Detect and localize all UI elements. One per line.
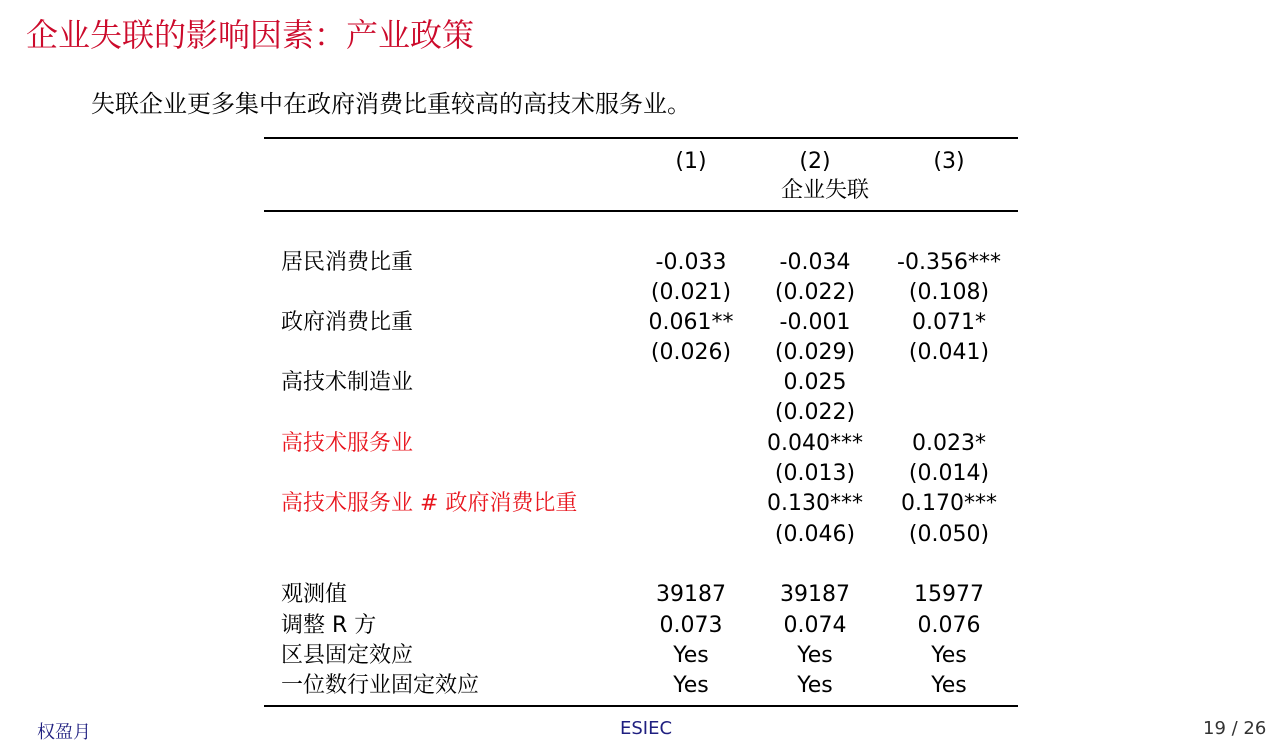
footer-author: 权盈月	[37, 722, 91, 743]
se-cell: (0.050)	[908, 522, 990, 547]
table-row-label: 高技术制造业	[281, 370, 414, 395]
se-cell: (0.021)	[650, 280, 732, 305]
stat-row-label: 一位数行业固定效应	[281, 673, 480, 698]
se-cell: (0.026)	[650, 340, 732, 365]
coef-cell: -0.356***	[897, 250, 1001, 275]
stat-cell: Yes	[931, 673, 967, 698]
column-header-1: (1)	[675, 149, 707, 174]
stat-cell: Yes	[797, 643, 833, 668]
table-row-label-highlighted: 高技术服务业	[281, 431, 414, 456]
stat-row-label: 观测值	[281, 582, 348, 607]
regression-table	[264, 137, 1018, 707]
stat-cell: 0.073	[659, 613, 723, 638]
se-cell: (0.022)	[774, 400, 856, 425]
stat-cell: 0.074	[783, 613, 847, 638]
stat-cell: Yes	[673, 673, 709, 698]
stat-cell: Yes	[797, 673, 833, 698]
stat-cell: Yes	[673, 643, 709, 668]
coef-cell: 0.025	[783, 370, 847, 395]
stat-cell: 0.076	[917, 613, 981, 638]
se-cell: (0.029)	[774, 340, 856, 365]
column-header-3: (3)	[933, 149, 965, 174]
footer-institute: ESIEC	[620, 718, 673, 739]
dependent-variable-label: 企业失联	[780, 178, 870, 203]
stat-row-label: 调整 R 方	[281, 613, 377, 638]
stat-cell: 15977	[914, 582, 984, 607]
table-bottom-rule	[264, 705, 1018, 707]
coef-cell: 0.130***	[767, 491, 863, 516]
table-header-rule	[264, 210, 1018, 212]
stat-row-label: 区县固定效应	[281, 643, 414, 668]
coef-cell: 0.071*	[912, 310, 986, 335]
frame-title: 企业失联的影响因素：产业政策	[26, 16, 475, 54]
table-row-label: 政府消费比重	[281, 310, 414, 335]
slide-subtitle: 失联企业更多集中在政府消费比重较高的高技术服务业。	[91, 90, 691, 118]
se-cell: (0.014)	[908, 461, 990, 486]
footer-page-number: 19 / 26	[1203, 718, 1267, 739]
coef-cell: 0.170***	[901, 491, 997, 516]
coef-cell: -0.001	[779, 310, 851, 335]
se-cell: (0.108)	[908, 280, 990, 305]
coef-cell: 0.061**	[648, 310, 734, 335]
coef-cell: 0.023*	[912, 431, 986, 456]
coef-cell: 0.040***	[767, 431, 863, 456]
column-header-2: (2)	[799, 149, 831, 174]
stat-cell: Yes	[931, 643, 967, 668]
stat-cell: 39187	[656, 582, 726, 607]
table-top-rule	[264, 137, 1018, 139]
se-cell: (0.022)	[774, 280, 856, 305]
coef-cell: -0.034	[779, 250, 851, 275]
se-cell: (0.041)	[908, 340, 990, 365]
stat-cell: 39187	[780, 582, 850, 607]
se-cell: (0.013)	[774, 461, 856, 486]
se-cell: (0.046)	[774, 522, 856, 547]
coef-cell: -0.033	[655, 250, 727, 275]
table-row-label: 居民消费比重	[281, 250, 414, 275]
table-row-label-highlighted: 高技术服务业 # 政府消费比重	[281, 491, 578, 516]
